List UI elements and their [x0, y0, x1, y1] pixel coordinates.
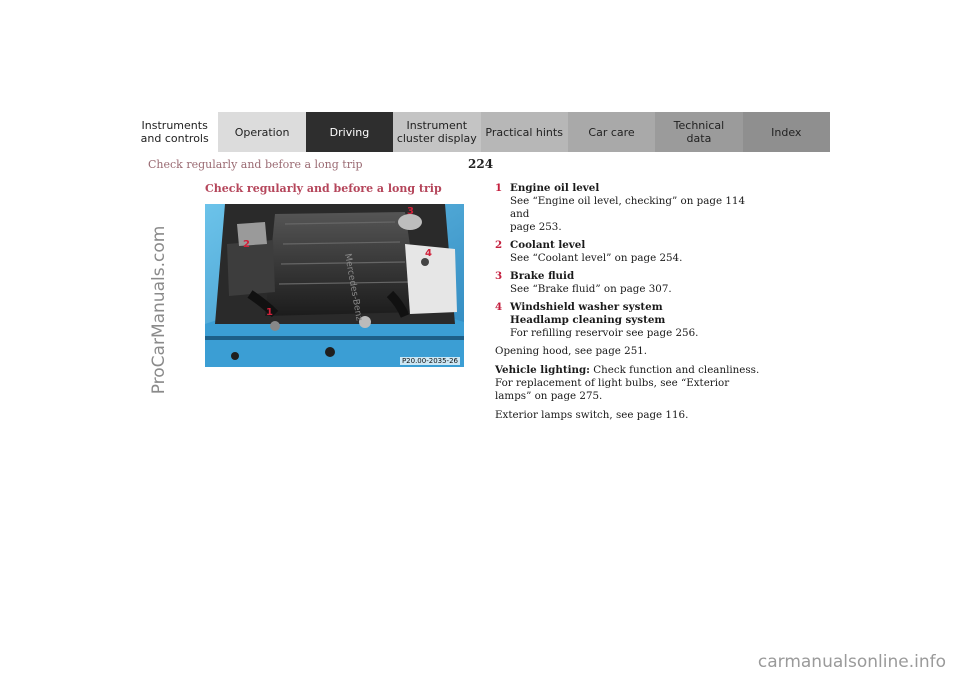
chapter-tabs [131, 112, 830, 152]
section-title: Check regularly and before a long trip [205, 182, 442, 195]
figure-code: P20.00-2035-26 [401, 357, 458, 365]
item-line: See “Coolant level” on page 254. [510, 252, 683, 264]
item-number: 3 [495, 270, 503, 282]
callout-2: 2 [243, 239, 250, 250]
list-item [495, 270, 760, 296]
tab-instruments-and-controls[interactable]: Instruments and controls [131, 112, 218, 152]
callout-1: 1 [266, 307, 273, 318]
tab-index[interactable]: Index [743, 112, 830, 152]
item-title: Windshield washer system [510, 301, 663, 313]
tab-driving[interactable]: Driving [306, 112, 393, 152]
coolant-reservoir [237, 222, 267, 246]
paragraph-vehicle-lighting [495, 364, 760, 403]
tab-technical-data[interactable]: Technical data [655, 112, 742, 152]
item-title: Engine oil level [510, 182, 600, 194]
list-item [495, 239, 760, 265]
item-line: page 253. [510, 221, 562, 233]
callout-3: 3 [407, 206, 414, 217]
engine-illustration [205, 204, 464, 367]
callout-4: 4 [425, 248, 432, 259]
tab-operation[interactable]: Operation [218, 112, 305, 152]
list-item [495, 182, 760, 234]
tab-instrument-cluster-display[interactable]: Instrument cluster display [393, 112, 480, 152]
item-title: Coolant level [510, 239, 586, 251]
engine-bay-photo [205, 204, 464, 367]
item-line: See “Brake fluid” on page 307. [510, 283, 672, 295]
item-number: 4 [495, 301, 503, 313]
engine-brand-text: Mercedes-Benz [342, 252, 364, 322]
vehicle-lighting-text: Check function and cleanliness. For replacement of light bulbs, see “Exterior lamps” on page 275. [495, 364, 760, 402]
item-number: 2 [495, 239, 503, 251]
watermark-left [144, 200, 174, 430]
paragraph-exterior-lamps-switch: Exterior lamps switch, see page 116. [495, 409, 689, 421]
paragraph-opening-hood: Opening hood, see page 251. [495, 345, 648, 357]
running-header: Check regularly and before a long trip [148, 158, 363, 171]
vehicle-lighting-label: Vehicle lighting: [495, 364, 590, 376]
page-number: 224 [468, 157, 494, 171]
oil-dipstick-cap [270, 321, 280, 331]
tab-car-care[interactable]: Car care [568, 112, 655, 152]
item-title: Brake fluid [510, 270, 575, 282]
right-column [495, 182, 760, 428]
tab-practical-hints[interactable]: Practical hints [481, 112, 568, 152]
item-number: 1 [495, 182, 503, 194]
item-line: For refilling reservoir see page 256. [510, 327, 699, 339]
watermark-bottom[interactable]: carmanualsonline.info [757, 652, 946, 672]
watermark-left-text: ProCarManuals.com [149, 225, 169, 395]
item-subtitle: Headlamp cleaning system [510, 314, 666, 326]
item-line: See “Engine oil level, checking” on page 114 and [510, 195, 746, 220]
list-item [495, 301, 760, 340]
